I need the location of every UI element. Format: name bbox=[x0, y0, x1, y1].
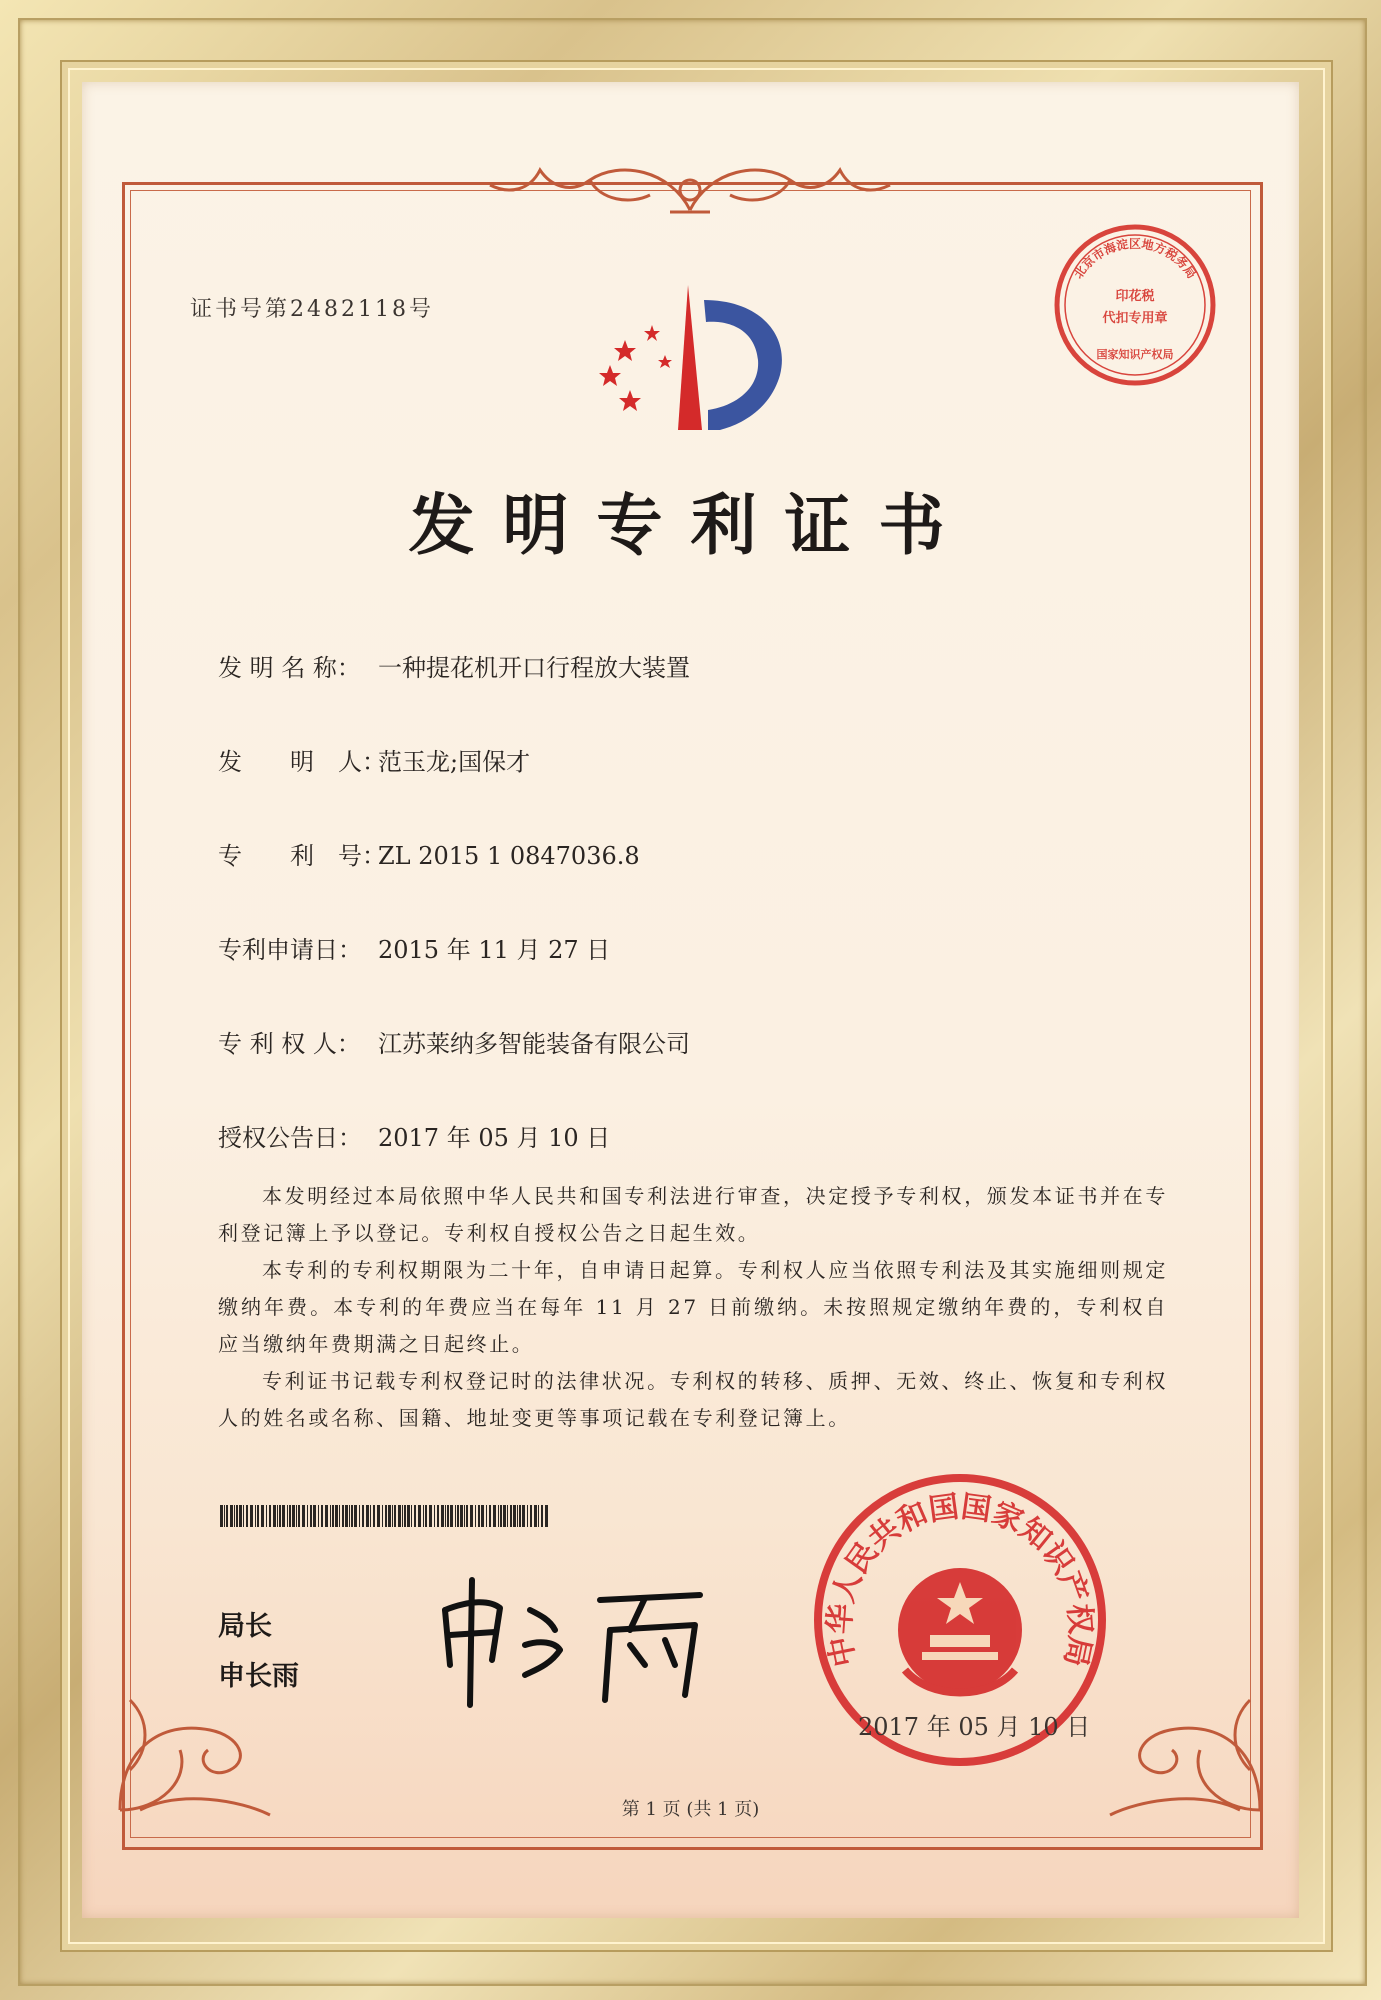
field-label: 发 明 名 称： bbox=[218, 654, 361, 682]
svg-text:印花税: 印花税 bbox=[1115, 289, 1155, 304]
field-value: 2017 年 05 月 10 日 bbox=[378, 1124, 611, 1152]
field-value: 范玉龙;国保才 bbox=[378, 748, 531, 776]
field-label: 授权公告日： bbox=[218, 1124, 362, 1152]
svg-text:中华人民共和国国家知识产权局: 中华人民共和国国家知识产权局 bbox=[822, 1489, 1098, 1670]
certificate-number: 证书号第2482118号 bbox=[190, 297, 434, 322]
field-patent-number bbox=[218, 836, 640, 871]
svg-text:国家知识产权局: 国家知识产权局 bbox=[1096, 348, 1174, 361]
barcode-icon bbox=[220, 1505, 550, 1527]
field-label: 专利申请日： bbox=[218, 936, 362, 964]
tax-stamp-seal bbox=[1050, 220, 1220, 390]
svg-text:北京市海淀区地方税务局: 北京市海淀区地方税务局 bbox=[1071, 236, 1199, 282]
field-patentee bbox=[218, 1024, 690, 1059]
body-paragraph: 本专利的专利权期限为二十年，自申请日起算。专利权人应当依照专利法及其实施细则规定缴纳年费。本专利的年费应当在每年 11 月 27 日前缴纳。未按照规定缴纳年费的，专利权自应当缴纳年费期满之日起终止。 bbox=[218, 1258, 1168, 1356]
field-value: ZL 2015 1 0847036.8 bbox=[378, 842, 640, 870]
top-ornament-icon bbox=[470, 150, 910, 230]
field-value: 2015 年 11 月 27 日 bbox=[378, 936, 611, 964]
field-value: 江苏莱纳多智能装备有限公司 bbox=[378, 1030, 690, 1058]
director-signature bbox=[430, 1570, 720, 1710]
field-grant-date bbox=[218, 1118, 610, 1153]
issue-date: 2017 年 05 月 10 日 bbox=[858, 1713, 1091, 1741]
patent-office-logo-icon bbox=[590, 280, 800, 440]
field-value: 一种提花机开口行程放大装置 bbox=[378, 654, 690, 682]
body-paragraph: 本发明经过本局依照中华人民共和国专利法进行审查，决定授予专利权，颁发本证书并在专利登记簿上予以登记。专利权自授权公告之日起生效。 bbox=[218, 1184, 1168, 1245]
svg-text:代扣专用章: 代扣专用章 bbox=[1102, 311, 1168, 326]
field-label: 发 明 人： bbox=[218, 748, 386, 776]
certificate-body bbox=[218, 1178, 1168, 1437]
field-label: 专 利 权 人： bbox=[218, 1030, 361, 1058]
director-name: 申长雨 bbox=[218, 1661, 299, 1692]
field-invention-name bbox=[218, 648, 690, 683]
director-title: 局长 bbox=[218, 1611, 272, 1642]
field-inventors bbox=[218, 742, 530, 777]
certificate-title: 发明专利证书 bbox=[408, 486, 973, 564]
field-application-date bbox=[218, 930, 610, 965]
body-paragraph: 专利证书记载专利权登记时的法律状况。专利权的转移、质押、无效、终止、恢复和专利权人的姓名或名称、国籍、地址变更等事项记载在专利登记簿上。 bbox=[218, 1369, 1168, 1430]
page-number: 第 1 页 (共 1 页) bbox=[621, 1799, 760, 1820]
field-label: 专 利 号： bbox=[218, 842, 386, 870]
